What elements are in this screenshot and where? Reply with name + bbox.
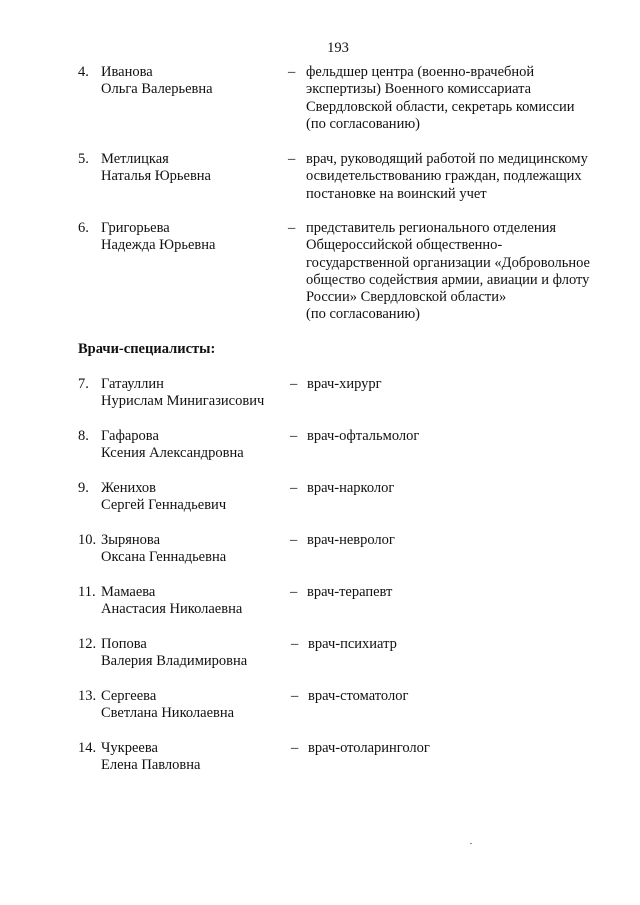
entry-number: 11. (78, 584, 96, 600)
entry-number: 6. (78, 220, 89, 236)
description-line: постановке на воинский учет (306, 185, 487, 202)
given-names: Елена Павловна (101, 757, 201, 774)
entry-number: 5. (78, 151, 89, 167)
given-names: Нурислам Минигазисович (101, 393, 265, 410)
specialist-name (101, 636, 247, 671)
surname: Гатауллин (101, 376, 164, 392)
specialist-role: врач-отоларинголог (308, 740, 430, 756)
entry-number: 13. (78, 688, 97, 704)
specialist-name (101, 740, 200, 775)
description-line: представитель регионального отделения (306, 220, 557, 236)
specialist-role: врач-стоматолог (308, 688, 409, 704)
given-names: Ксения Александровна (101, 445, 244, 462)
description-line: освидетельствованию граждан, подлежащих (306, 168, 582, 185)
given-names: Светлана Николаевна (101, 705, 235, 722)
given-names: Валерия Владимировна (101, 653, 248, 670)
given-names: Ольга Валерьевна (101, 81, 213, 98)
given-names: Анастасия Николаевна (101, 601, 243, 618)
specialist-role: врач-офтальмолог (307, 428, 420, 444)
entry-number: 8. (78, 428, 89, 444)
given-names: Надежда Юрьевна (101, 237, 216, 254)
dash-separator: – (288, 64, 296, 80)
specialist-name (101, 532, 226, 567)
description-line: России» Свердловской области» (306, 289, 507, 306)
specialist-name (101, 584, 242, 619)
surname: Иванова (101, 64, 153, 80)
specialist-role: врач-терапевт (307, 584, 393, 600)
dash-separator: – (288, 151, 296, 167)
specialist-name (101, 428, 244, 463)
dash-separator: – (291, 636, 299, 652)
given-names: Оксана Геннадьевна (101, 549, 227, 566)
dash-separator: – (291, 688, 299, 704)
member-name (101, 151, 211, 186)
entry-number: 4. (78, 64, 89, 80)
member-name (101, 220, 215, 255)
member-name (101, 64, 213, 99)
section-heading: Врачи-специалисты: (78, 341, 216, 357)
surname: Мамаева (101, 584, 156, 600)
description-line: общество содействия армии, авиации и флоту (306, 271, 590, 288)
member-description (306, 64, 596, 133)
surname: Гафарова (101, 428, 159, 444)
surname: Зырянова (101, 532, 161, 548)
surname: Женихов (101, 480, 157, 496)
entry-number: 9. (78, 480, 89, 496)
description-line: государственной организации «Добровольное (306, 254, 590, 271)
description-line: Общероссийской общественно- (306, 237, 503, 254)
scan-artifact (470, 843, 472, 844)
surname: Метлицкая (101, 151, 169, 167)
specialist-name (101, 480, 226, 515)
given-names: Сергей Геннадьевич (101, 497, 227, 514)
member-description (306, 220, 596, 324)
member-description (306, 151, 596, 203)
specialist-role: врач-невролог (307, 532, 395, 548)
dash-separator: – (290, 376, 298, 392)
entry-number: 12. (78, 636, 97, 652)
surname: Сергеева (101, 688, 157, 704)
dash-separator: – (290, 480, 298, 496)
entry-number: 7. (78, 376, 89, 392)
description-line: Свердловской области, секретарь комиссии (306, 98, 575, 115)
description-line: врач, руководящий работой по медицинскому (306, 151, 588, 167)
specialist-role: врач-нарколог (307, 480, 395, 496)
specialist-name (101, 376, 264, 411)
specialist-role: врач-хирург (307, 376, 382, 392)
dash-separator: – (290, 532, 298, 548)
specialist-name (101, 688, 234, 723)
dash-separator: – (290, 428, 298, 444)
entry-number: 10. (78, 532, 97, 548)
description-line: экспертизы) Военного комиссариата (306, 81, 532, 98)
entry-number: 14. (78, 740, 97, 756)
surname: Григорьева (101, 220, 170, 236)
dash-separator: – (288, 220, 296, 236)
description-line: фельдшер центра (военно-врачебной (306, 64, 535, 80)
page-number: 193 (327, 40, 349, 56)
given-names: Наталья Юрьевна (101, 168, 211, 185)
dash-separator: – (291, 740, 299, 756)
dash-separator: – (290, 584, 298, 600)
surname: Чукреева (101, 740, 158, 756)
specialist-role: врач-психиатр (308, 636, 397, 652)
surname: Попова (101, 636, 147, 652)
description-line: (по согласованию) (306, 115, 420, 132)
description-line: (по согласованию) (306, 306, 420, 323)
